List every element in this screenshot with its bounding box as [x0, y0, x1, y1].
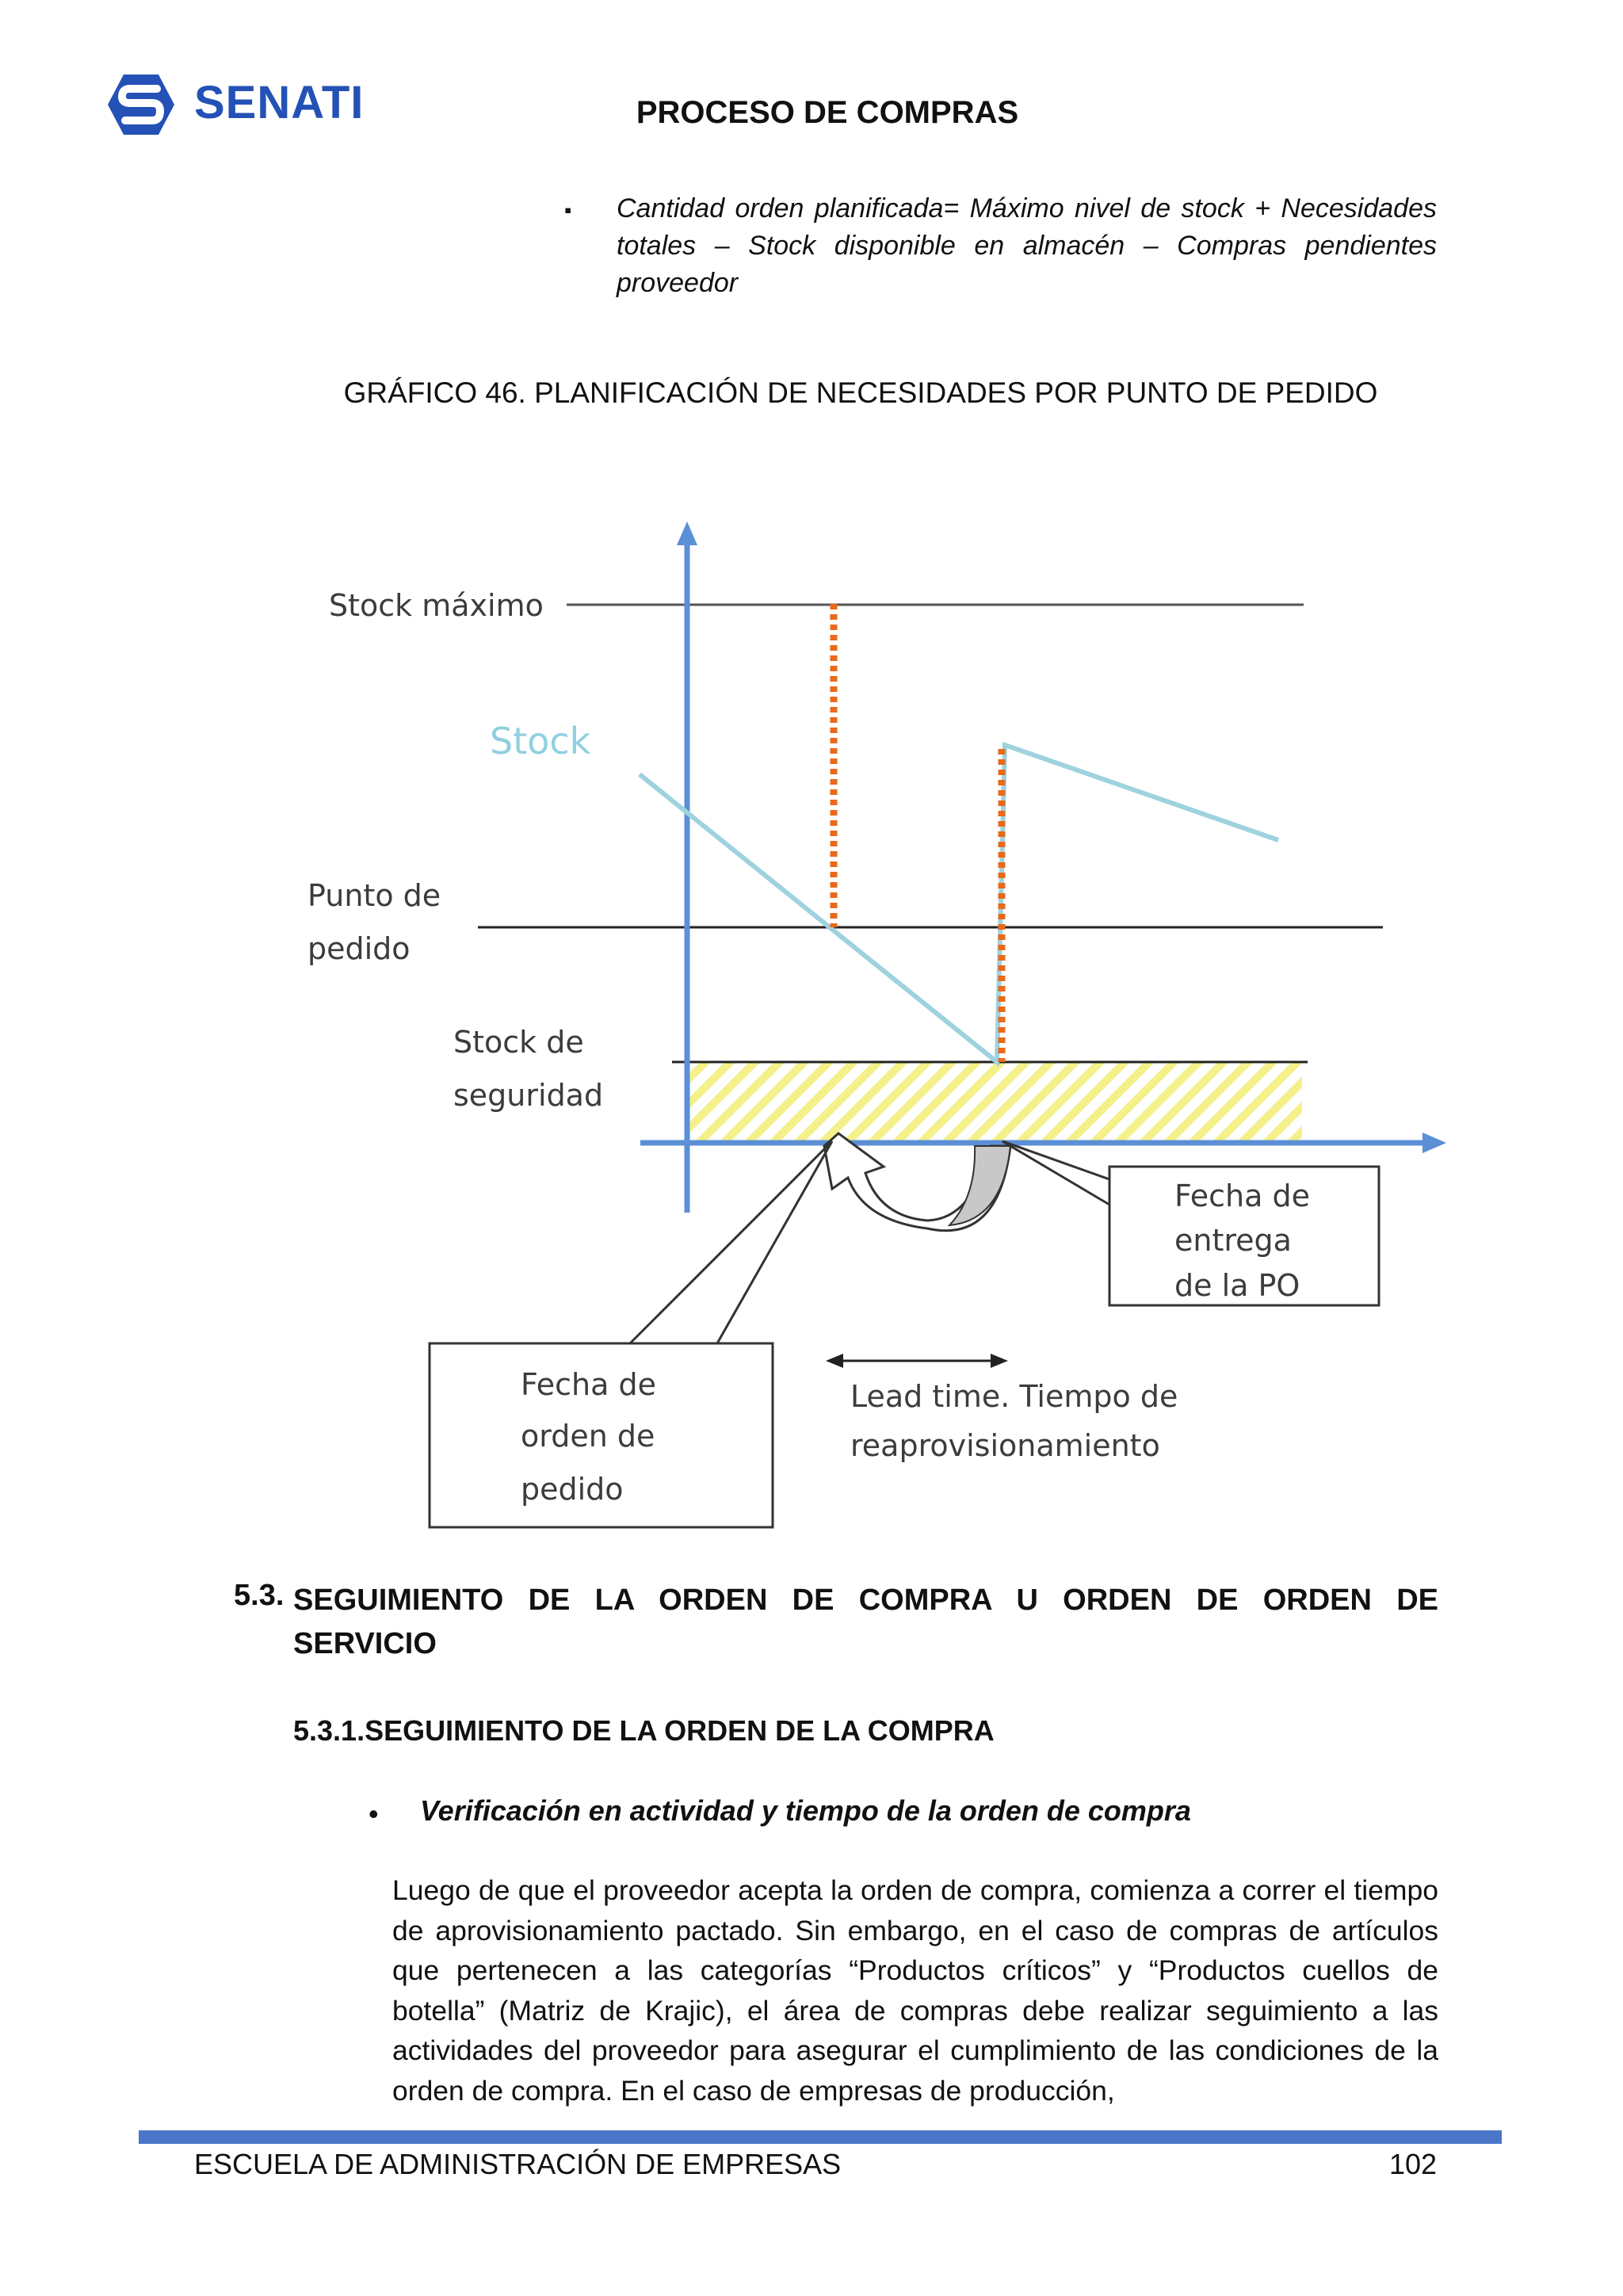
logo-text: SENATI	[194, 77, 365, 128]
item-bullet: •	[369, 1797, 379, 1830]
formula-text: Cantidad orden planificada= Máximo nivel de stock + Necesidades totales – Stock disponible en almacén – Compras pendientes proveedor	[617, 193, 1437, 298]
page-number: 102	[1389, 2148, 1438, 2180]
reorder-point-diagram	[293, 507, 1458, 1538]
figure-caption: GRÁFICO 46. PLANIFICACIÓN DE NECESIDADES POR PUNTO DE PEDIDO	[343, 376, 1378, 409]
label-order-1: Fecha de	[521, 1367, 656, 1402]
body-paragraph: Luego de que el proveedor acepta la orden de compra, comienza a correr el tiempo de aprovisionamiento pactado. Sin embargo, en el caso de compras de artículos que pertenecen a las categorías “Productos críticos” y “Productos cuellos de botella” (Matriz de Krajic), el área de compras debe realizar seguimiento a las actividades del proveedor para asegurar el cumplimiento de las condiciones de la orden de compra. En el caso de empresas de producción,	[392, 1874, 1438, 2107]
label-reorder-2: pedido	[307, 931, 411, 966]
x-axis-arrow	[1423, 1133, 1446, 1153]
label-stock-max: Stock máximo	[329, 588, 544, 623]
y-axis-arrow	[677, 521, 697, 545]
label-stock: Stock	[490, 720, 591, 762]
section-number: 5.3.	[234, 1579, 285, 1612]
label-order-2: orden de	[521, 1419, 655, 1454]
label-safety-1: Stock de	[453, 1025, 584, 1060]
page-title: PROCESO DE COMPRAS	[636, 95, 1019, 130]
footer-bar	[139, 2130, 1502, 2144]
label-order-3: pedido	[521, 1472, 624, 1507]
subsection-title: SEGUIMIENTO DE LA ORDEN DE LA COMPRA	[365, 1714, 995, 1747]
stock-line	[640, 745, 1278, 1062]
section-title: SEGUIMIENTO DE LA ORDEN DE COMPRA U ORDEN DE ORDEN DE SERVICIO	[293, 1584, 1438, 1660]
subsection-number: 5.3.1.	[293, 1714, 365, 1747]
safety-stock-area	[688, 1062, 1302, 1141]
label-delivery-3: de la PO	[1174, 1268, 1300, 1303]
label-delivery-2: entrega	[1174, 1223, 1292, 1258]
delivery-callout-pointer	[1002, 1141, 1109, 1205]
label-lead-1: Lead time. Tiempo de	[850, 1379, 1178, 1414]
item-title: Verificación en actividad y tiempo de la orden de compra	[420, 1794, 1191, 1827]
label-lead-2: reaprovisionamiento	[850, 1428, 1160, 1463]
footer-school: ESCUELA DE ADMINISTRACIÓN DE EMPRESAS	[194, 2148, 842, 2180]
label-reorder-1: Punto de	[307, 878, 441, 913]
label-delivery-1: Fecha de	[1174, 1179, 1310, 1213]
label-safety-2: seguridad	[453, 1078, 604, 1113]
formula-bullet: ▪	[564, 198, 572, 222]
subsection-heading	[293, 1714, 995, 1748]
order-callout-pointer	[630, 1141, 832, 1343]
